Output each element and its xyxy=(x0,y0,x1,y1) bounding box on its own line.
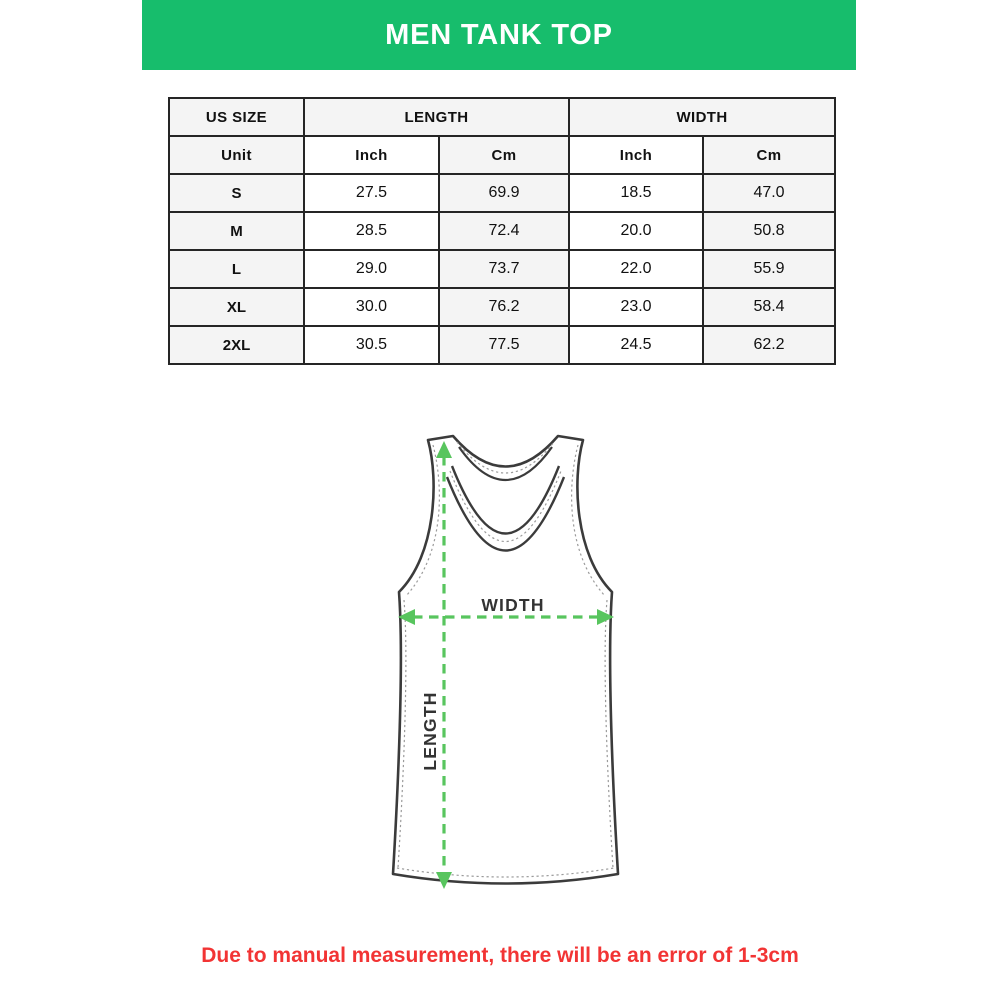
table-header-row xyxy=(169,98,835,136)
size-label: XL xyxy=(169,288,304,326)
cell-value: 28.5 xyxy=(304,212,439,250)
table-row xyxy=(169,326,835,364)
width-label: WIDTH xyxy=(481,595,545,615)
cell-value: 69.9 xyxy=(439,174,569,212)
unit-width-inch: Inch xyxy=(569,136,703,174)
size-label: L xyxy=(169,250,304,288)
cell-value: 77.5 xyxy=(439,326,569,364)
size-label: 2XL xyxy=(169,326,304,364)
size-label: M xyxy=(169,212,304,250)
size-chart-table xyxy=(168,97,836,365)
cell-value: 30.5 xyxy=(304,326,439,364)
unit-width-cm: Cm xyxy=(703,136,835,174)
table-row xyxy=(169,288,835,326)
unit-row xyxy=(169,136,835,174)
cell-value: 23.0 xyxy=(569,288,703,326)
title-banner xyxy=(142,0,856,70)
header-length: LENGTH xyxy=(304,98,569,136)
cell-value: 20.0 xyxy=(569,212,703,250)
cell-value: 22.0 xyxy=(569,250,703,288)
size-label: S xyxy=(169,174,304,212)
cell-value: 18.5 xyxy=(569,174,703,212)
cell-value: 55.9 xyxy=(703,250,835,288)
cell-value: 30.0 xyxy=(304,288,439,326)
tank-top-diagram xyxy=(350,420,670,920)
cell-value: 27.5 xyxy=(304,174,439,212)
tank-top-outline xyxy=(393,436,618,884)
page-title: MEN TANK TOP xyxy=(385,18,613,51)
cell-value: 72.4 xyxy=(439,212,569,250)
cell-value: 76.2 xyxy=(439,288,569,326)
cell-value: 24.5 xyxy=(569,326,703,364)
length-label: LENGTH xyxy=(420,691,440,771)
unit-label: Unit xyxy=(169,136,304,174)
header-us-size: US SIZE xyxy=(169,98,304,136)
unit-length-cm: Cm xyxy=(439,136,569,174)
cell-value: 62.2 xyxy=(703,326,835,364)
header-width: WIDTH xyxy=(569,98,835,136)
cell-value: 58.4 xyxy=(703,288,835,326)
cell-value: 50.8 xyxy=(703,212,835,250)
table-row xyxy=(169,250,835,288)
unit-length-inch: Inch xyxy=(304,136,439,174)
cell-value: 29.0 xyxy=(304,250,439,288)
cell-value: 47.0 xyxy=(703,174,835,212)
cell-value: 73.7 xyxy=(439,250,569,288)
table-row xyxy=(169,174,835,212)
table-row xyxy=(169,212,835,250)
measurement-disclaimer: Due to manual measurement, there will be an error of 1-3cm xyxy=(201,944,799,967)
